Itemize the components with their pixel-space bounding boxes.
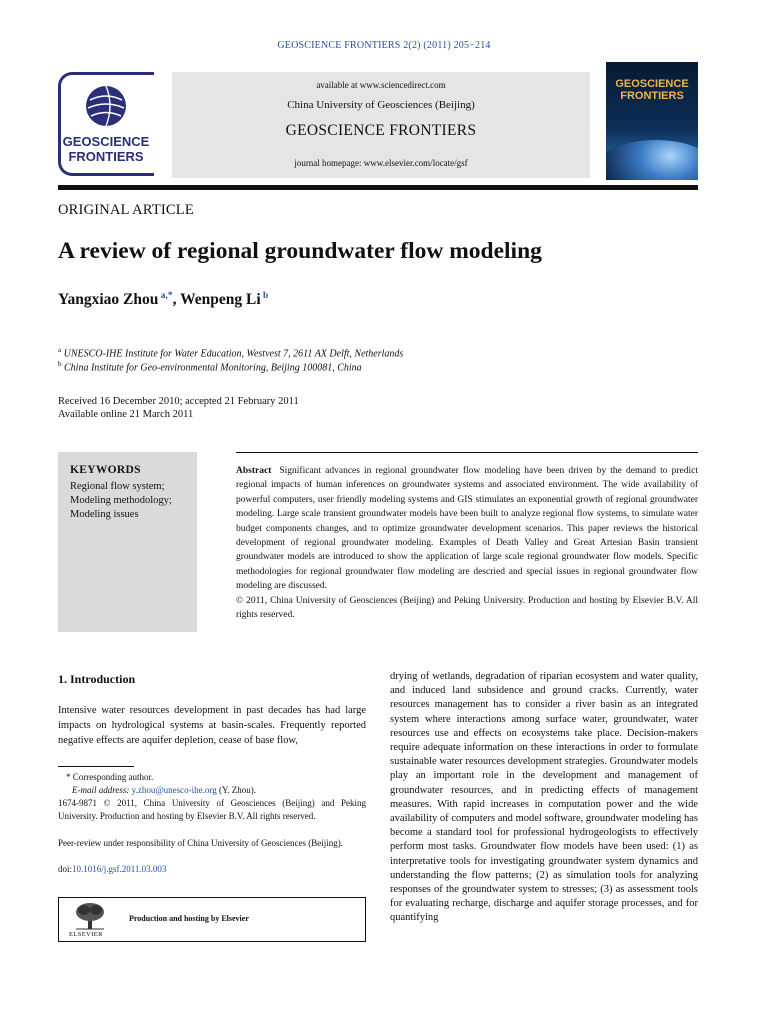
article-title: A review of regional groundwater flow modeling: [58, 238, 542, 264]
keyword-item: Regional flow system;: [70, 481, 165, 492]
affiliation-b: $^b$ China Institute for Geo-environmental Monitoring, Beijing 100081, China: [58, 360, 362, 374]
keyword-item: Modeling issues: [70, 509, 139, 520]
keywords-box: [58, 452, 197, 632]
cover-title: [606, 78, 698, 102]
abstract-text: Significant advances in regional groundwater flow modeling have been driven by the demand to predict regional impacts of human inferences on groundwater systems and associated environment. The wide availability of powerful computers, user friendly modeling systems and GIS stimulates an exponential growth of regional groundwater modeling. Large scale transient groundwater models have been built to analyze regional flow systems, to simulate water budget components changes, and to optimize groundwater development scenarios. This paper reviews the historical development of regional groundwater modeling. Examples of Death Valley and Great Artesian Basin transient groundwater models are introduced to show the application of large scale regional groundwater flow models. Specific methodologies for regional groundwater flow modeling are descried and special issues in regional groundwater flow modeling are discussed.: [236, 466, 698, 592]
received-date: Received 16 December 2010; accepted 21 February 2011: [58, 396, 299, 407]
journal-banner: [172, 72, 590, 178]
footnote-rule: [58, 766, 134, 767]
online-date: Available online 21 March 2011: [58, 409, 194, 420]
section-heading-introduction: 1. Introduction: [58, 672, 136, 686]
header-rule: [58, 185, 698, 190]
intro-paragraph-left: Intensive water resources development in past decades has had large impacts on hydrological systems at basin-scales. Frequently reported negative effects are aquifer depletion, cease of base flow,: [58, 705, 366, 746]
intro-paragraph-right: drying of wetlands, degradation of riparian ecosystem and water quality, and induced land subsidence and ground cracks. Currently, water resources management has to consider a river basin as an integrated system where interactions among surface water, groundwater, water resources use and effects on ecosystems take place. Decision-makers require adequate information on these interactions in order to formulate sustainable water resources development strategies. Groundwater models play an important role in the development and management of groundwater resources, and in predicting effects of management measures. With rapid increases in computation power and the wide availability of computers and model software, groundwater modeling has become a standard tool for professional hydrogeologists to effectively perform most tasks. Groundwater flow models have been used: (1) as interpretative tools for investigating groundwater system dynamics and understanding the flow patterns; (2) as simulation tools for analyzing responses of the groundwater system to stresses; (3) as assessment tools for evaluating recharge, discharge and aquifer storage processes, and for quantifying: [390, 671, 698, 924]
abstract: [236, 464, 698, 622]
author-2: Wenpeng Li: [180, 291, 261, 309]
abstract-copyright: © 2011, China University of Geosciences (Beijing) and Peking University. Production and hosting by Elsevier B.V. All rights reserved.: [236, 595, 698, 621]
doi-link[interactable]: 10.1016/j.gsf.2011.03.003: [72, 864, 167, 874]
elsevier-hosting-box: [58, 897, 366, 942]
sciencedirect-link[interactable]: available at www.sciencedirect.com: [316, 80, 446, 90]
logo-line-2: FRONTIERS: [68, 149, 144, 164]
logo-line-1: GEOSCIENCE: [62, 134, 150, 149]
publisher-university: China University of Geosciences (Beijing): [287, 99, 475, 111]
author-1-affiliation-ref[interactable]: a,*: [160, 291, 173, 301]
elsevier-tree-icon: [73, 902, 107, 930]
cover-planet-graphic: [606, 140, 698, 180]
email-note: E-mail address: y.zhou@unesco-ihe.org (Y. Zhou).: [72, 785, 257, 795]
keyword-item: Modeling methodology;: [70, 495, 172, 506]
peer-review-note: Peer-review under responsibility of China University of Geosciences (Beijing).: [58, 838, 343, 848]
cover-line-2: FRONTIERS: [620, 90, 684, 102]
journal-cover-image: [606, 62, 698, 180]
journal-title: GEOSCIENCE FRONTIERS: [285, 122, 477, 139]
cover-line-1: GEOSCIENCE: [615, 78, 689, 90]
globe-icon: [84, 84, 128, 128]
journal-logo-text: [60, 134, 152, 164]
author-2-affiliation-ref[interactable]: b: [263, 291, 269, 301]
abstract-label: Abstract: [236, 466, 272, 476]
keywords-title: KEYWORDS: [70, 464, 141, 476]
author-1: Yangxiao Zhou: [58, 291, 159, 309]
author-separator: ,: [172, 291, 177, 309]
article-type: ORIGINAL ARTICLE: [58, 202, 194, 218]
doi-note: doi:10.1016/j.gsf.2011.03.003: [58, 864, 167, 874]
elsevier-hosting-text: Production and hosting by Elsevier: [129, 914, 249, 923]
journal-reference[interactable]: GEOSCIENCE FRONTIERS 2(2) (2011) 205−214: [277, 40, 491, 51]
author-list: [58, 291, 268, 309]
abstract-rule: [236, 452, 698, 453]
corresponding-author-note: * Corresponding author.: [66, 772, 154, 782]
journal-homepage-link[interactable]: journal homepage: www.elsevier.com/locate/gsf: [294, 158, 468, 168]
email-link[interactable]: y.zhou@unesco-ihe.org: [131, 785, 217, 795]
issn-note: 1674-9871 © 2011, China University of Geosciences (Beijing) and Peking University. Production and hosting by Elsevier B.V. All rights reserved.: [58, 798, 366, 821]
elsevier-label: ELSEVIER: [69, 931, 103, 938]
affiliation-a: $^a$ UNESCO-IHE Institute for Water Education, Westvest 7, 2611 AX Delft, Netherlands: [58, 346, 404, 360]
